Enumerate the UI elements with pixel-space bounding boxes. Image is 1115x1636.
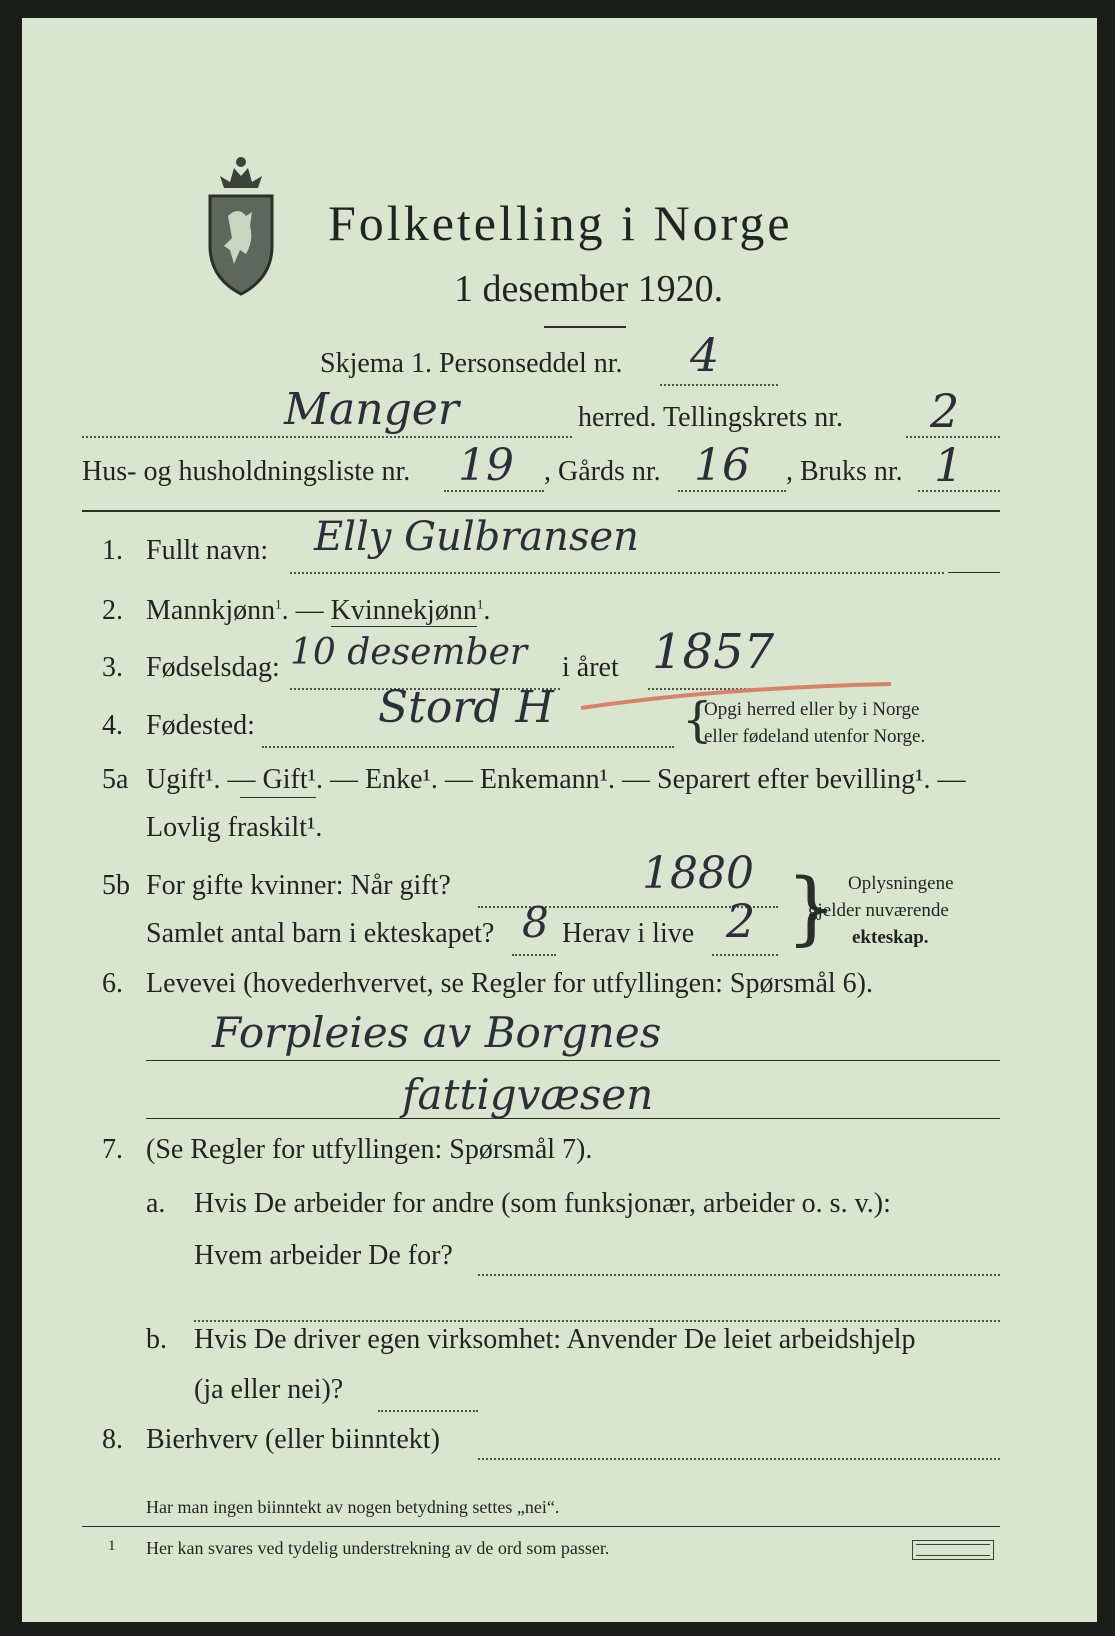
q8-number: 8. (102, 1424, 123, 1455)
title-divider (544, 326, 626, 328)
q4-brace: { (682, 692, 713, 748)
form-title: Folketelling i Norge (328, 195, 793, 251)
q3-number: 3. (102, 652, 123, 683)
q2-number: 2. (102, 595, 123, 626)
q7b-line-1: Hvis De driver egen virksomhet: Anvender De leiet arbeidshjelp (194, 1324, 916, 1355)
fodested-field[interactable] (262, 746, 674, 748)
q5b-note-2: gjelder nuværende (808, 900, 949, 921)
fodselsdag-value: 10 desember (290, 632, 528, 673)
header-rule (82, 510, 1000, 512)
gift-underline (240, 797, 316, 798)
bierhverv-field[interactable] (478, 1458, 1000, 1460)
fodested-note-1: Opgi herred eller by i Norge (704, 699, 920, 720)
personseddel-field[interactable] (660, 384, 778, 386)
gards-label: , Gårds nr. (544, 456, 661, 487)
gift-label: For gifte kvinner: Når gift? (146, 870, 451, 901)
skjema-label: Skjema 1. Personseddel nr. (320, 348, 623, 379)
q7a-number: a. (146, 1188, 166, 1219)
q6-number: 6. (102, 968, 123, 999)
gards-nr: 16 (694, 440, 750, 491)
q7-label: (Se Regler for utfyllingen: Spørsmål 7). (146, 1134, 593, 1165)
mannkjonn-option[interactable]: Mannkjønn (146, 595, 276, 626)
bruks-nr: 1 (934, 438, 964, 492)
levevei-field-1[interactable] (146, 1060, 1000, 1061)
herred-value: Manger (284, 384, 459, 435)
personseddel-nr: 4 (690, 328, 720, 382)
q1-endline (948, 572, 1000, 573)
fullt-navn-field[interactable] (290, 572, 944, 574)
q7b-number: b. (146, 1324, 167, 1355)
footnote: Her kan svares ved tydelig understrekning av de ord som passer. (146, 1538, 610, 1558)
live-label: Herav i live (562, 918, 695, 949)
bruks-label: , Bruks nr. (786, 456, 903, 487)
census-date: 1 desember 1920. (454, 268, 724, 310)
fullt-navn-value: Elly Gulbransen (314, 514, 639, 560)
sivilstand-options-2[interactable]: Lovlig fraskilt¹. (146, 812, 323, 843)
live-value: 2 (726, 894, 756, 948)
coat-of-arms-icon (202, 146, 280, 296)
kvinnekjonn-option[interactable]: Kvinnekjønn (330, 595, 477, 626)
census-form (22, 18, 1097, 1622)
tellingskrets-nr: 2 (930, 384, 960, 438)
husliste-label: Hus- og husholdningsliste nr. (82, 456, 411, 487)
fodested-note-2: eller fødeland utenfor Norge. (704, 726, 926, 747)
barn-label: Samlet antal barn i ekteskapet? (146, 918, 495, 949)
q5b-number: 5b (102, 870, 130, 901)
q5b-note-1: Oplysningene (848, 873, 954, 894)
sivilstand-options[interactable]: Ugift¹. — Gift¹. — Enke¹. — Enkemann¹. — Separert efter bevilling¹. — (146, 764, 966, 795)
q7-number: 7. (102, 1134, 123, 1165)
q5b-note-3: ekteskap. (852, 927, 929, 948)
arbeidsgiver-field[interactable] (478, 1274, 1000, 1276)
arbeidsgiver-field-2[interactable] (194, 1320, 1000, 1322)
q6-label: Levevei (hovederhvervet, se Regler for utfyllingen: Spørsmål 6). (146, 968, 873, 999)
footer-rule (82, 1526, 1000, 1527)
live-field[interactable] (712, 954, 778, 956)
q1-label: Fullt navn: (146, 535, 269, 566)
levevei-field-2[interactable] (146, 1118, 1000, 1119)
barn-value: 8 (522, 898, 549, 947)
q4-number: 4. (102, 710, 123, 741)
fodselsar-value: 1857 (652, 624, 775, 680)
q3-label: Fødselsdag: (146, 652, 280, 683)
q4-label: Fødested: (146, 710, 255, 741)
levevei-line-1: Forpleies av Borgnes (212, 1008, 662, 1057)
gift-ar-value: 1880 (642, 848, 754, 899)
q7a-line-2: Hvem arbeider De for? (194, 1240, 453, 1271)
q8-label: Bierhverv (eller biinntekt) (146, 1424, 440, 1455)
barn-field[interactable] (512, 954, 556, 956)
q5a-number: 5a (102, 764, 129, 795)
printer-stamp (912, 1540, 994, 1560)
husliste-nr: 19 (458, 440, 514, 491)
herred-field[interactable] (82, 436, 572, 438)
q2-options: Mannkjønn$^1$. — Kvinnekjønn$^1$. (146, 595, 491, 626)
herred-label: herred. Tellingskrets nr. (578, 402, 844, 433)
q1-number: 1. (102, 535, 123, 566)
year-label: i året (562, 652, 619, 683)
levevei-line-2: fattigvæsen (402, 1070, 654, 1119)
biinntekt-note: Har man ingen biinntekt av nogen betydning settes „nei“. (146, 1497, 560, 1517)
fodested-value: Stord H (378, 682, 554, 733)
q7a-line-1: Hvis De arbeider for andre (som funksjonær, arbeider o. s. v.): (194, 1188, 891, 1219)
q7b-line-2: (ja eller nei)? (194, 1374, 344, 1405)
q5b-brace: } (786, 861, 837, 954)
arbeidshjelp-field[interactable] (378, 1410, 478, 1412)
footnote-number: 1 (108, 1538, 116, 1554)
